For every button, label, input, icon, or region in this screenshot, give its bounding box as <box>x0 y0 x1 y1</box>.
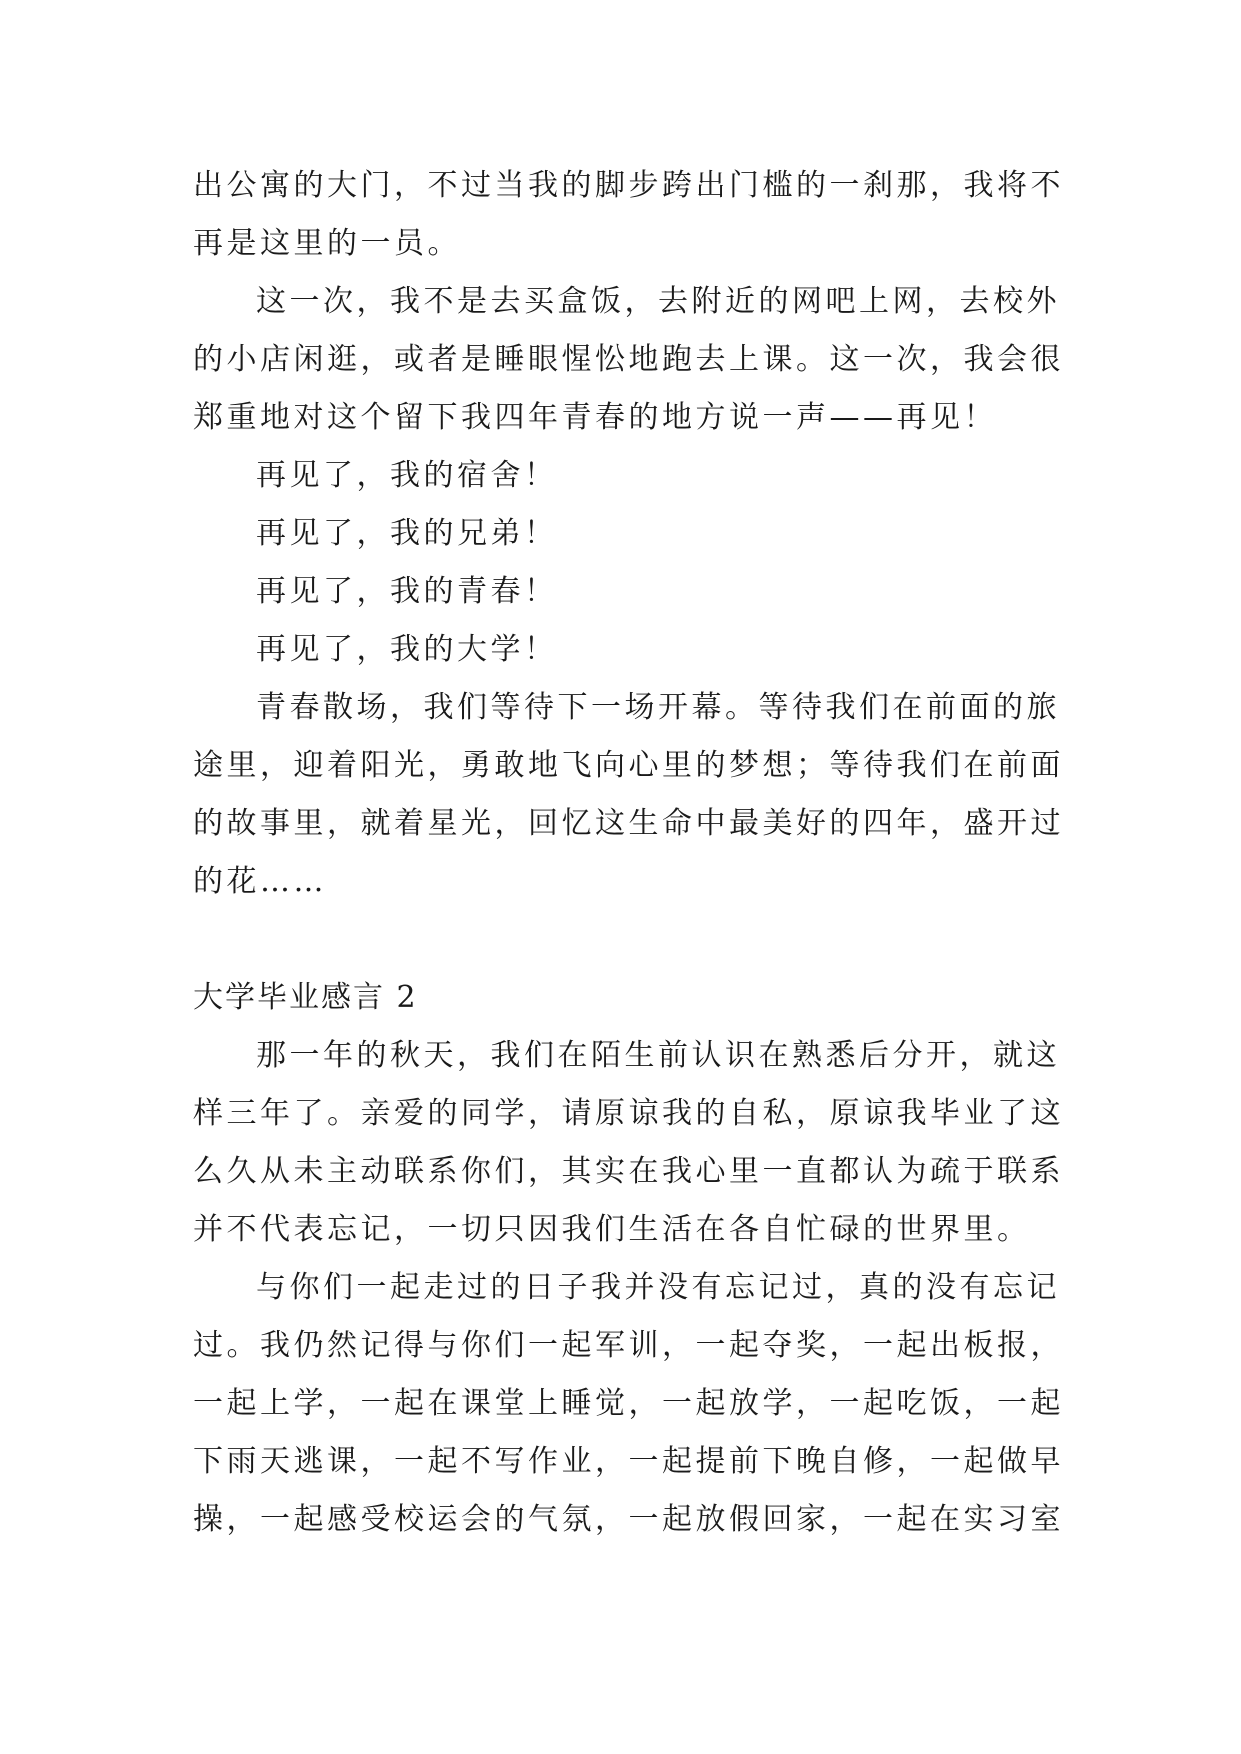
text-line: 下雨天逃课，一起不写作业，一起提前下晚自修，一起做早 <box>193 1444 1064 1479</box>
text-line: 郑重地对这个留下我四年青春的地方说一声——再见！ <box>193 400 997 435</box>
text-line: 青春散场，我们等待下一场开幕。等待我们在前面的旅 <box>256 690 1060 725</box>
text-line: 途里，迎着阳光，勇敢地飞向心里的梦想；等待我们在前面 <box>193 748 1064 783</box>
text-line: 的小店闲逛，或者是睡眼惺忪地跑去上课。这一次，我会很 <box>193 342 1064 377</box>
text-line: 并不代表忘记，一切只因我们生活在各自忙碌的世界里。 <box>193 1212 1031 1247</box>
text-line: 出公寓的大门，不过当我的脚步跨出门槛的一刹那，我将不 <box>193 168 1064 203</box>
text-line: 那一年的秋天，我们在陌生前认识在熟悉后分开，就这 <box>256 1038 1060 1073</box>
text-line: 再见了，我的兄弟！ <box>256 516 558 551</box>
text-line: 样三年了。亲爱的同学，请原谅我的自私，原谅我毕业了这 <box>193 1096 1064 1131</box>
section-heading: 大学毕业感言 2 <box>193 980 418 1015</box>
text-line: 再见了，我的宿舍！ <box>256 458 558 493</box>
text-line: 再见了，我的大学！ <box>256 632 558 667</box>
text-line: 一起上学，一起在课堂上睡觉，一起放学，一起吃饭，一起 <box>193 1386 1064 1421</box>
text-line: 的花…… <box>193 864 327 899</box>
text-line: 再见了，我的青春！ <box>256 574 558 609</box>
text-line: 过。我仍然记得与你们一起军训，一起夺奖，一起出板报， <box>193 1328 1064 1363</box>
text-line: 再是这里的一员。 <box>193 226 461 261</box>
text-line: 与你们一起走过的日子我并没有忘记过，真的没有忘记 <box>256 1270 1060 1305</box>
text-line: 么久从未主动联系你们，其实在我心里一直都认为疏于联系 <box>193 1154 1064 1189</box>
text-line: 的故事里，就着星光，回忆这生命中最美好的四年，盛开过 <box>193 806 1064 841</box>
text-line: 这一次，我不是去买盒饭，去附近的网吧上网，去校外 <box>256 284 1060 319</box>
text-line: 操，一起感受校运会的气氛，一起放假回家，一起在实习室 <box>193 1502 1064 1537</box>
